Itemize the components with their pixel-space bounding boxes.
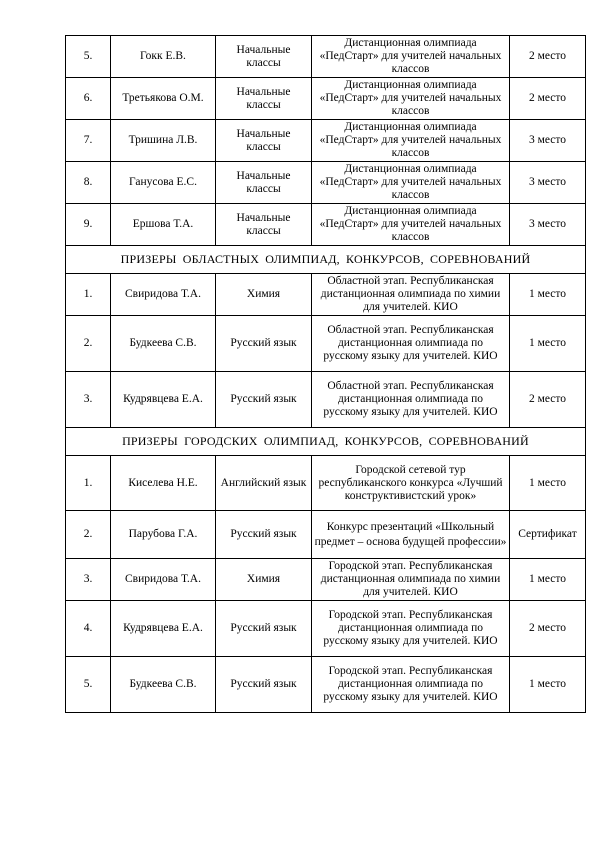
section-heading-row	[66, 246, 586, 274]
result: 1 место	[510, 559, 586, 601]
result: 2 место	[510, 372, 586, 428]
subject: Начальные классы	[216, 162, 312, 204]
row-number: 8.	[66, 162, 111, 204]
result: Сертификат	[510, 511, 586, 559]
teacher-name: Кудрявцева Е.А.	[111, 601, 216, 657]
section-heading-regional: ПРИЗЕРЫ ОБЛАСТНЫХ ОЛИМПИАД, КОНКУРСОВ, СОРЕВНОВАНИЙ	[66, 246, 586, 274]
subject: Начальные классы	[216, 120, 312, 162]
subject: Химия	[216, 559, 312, 601]
row-number: 1.	[66, 274, 111, 316]
subject: Русский язык	[216, 601, 312, 657]
teacher-name: Третьякова О.М.	[111, 78, 216, 120]
table-row	[66, 162, 586, 204]
teacher-name: Свиридова Т.А.	[111, 559, 216, 601]
result: 1 место	[510, 657, 586, 713]
teacher-name: Тришина Л.В.	[111, 120, 216, 162]
subject: Русский язык	[216, 511, 312, 559]
table-row	[66, 316, 586, 372]
event: Дистанционная олимпиада «ПедСтарт» для учителей начальных классов	[312, 162, 510, 204]
row-number: 7.	[66, 120, 111, 162]
event: Дистанционная олимпиада «ПедСтарт» для учителей начальных классов	[312, 204, 510, 246]
teacher-name: Гокк Е.В.	[111, 36, 216, 78]
event: Дистанционная олимпиада «ПедСтарт» для учителей начальных классов	[312, 78, 510, 120]
row-number: 4.	[66, 601, 111, 657]
event: Городской этап. Республиканская дистанционная олимпиада по русскому языку для учителей. КИО	[312, 657, 510, 713]
subject: Начальные классы	[216, 36, 312, 78]
table-row	[66, 36, 586, 78]
row-number: 5.	[66, 657, 111, 713]
event: Дистанционная олимпиада «ПедСтарт» для учителей начальных классов	[312, 120, 510, 162]
teacher-name: Ганусова Е.С.	[111, 162, 216, 204]
event: Конкурс презентаций «Школьный предмет – основа будущей профессии»	[312, 511, 510, 559]
row-number: 1.	[66, 456, 111, 511]
row-number: 9.	[66, 204, 111, 246]
result: 2 место	[510, 78, 586, 120]
section-heading-row	[66, 428, 586, 456]
event: Областной этап. Республиканская дистанционная олимпиада по русскому языку для учителей. КИО	[312, 316, 510, 372]
result: 3 место	[510, 204, 586, 246]
subject: Химия	[216, 274, 312, 316]
subject: Начальные классы	[216, 78, 312, 120]
result: 2 место	[510, 601, 586, 657]
table-row	[66, 511, 586, 559]
table-row	[66, 559, 586, 601]
table-row	[66, 601, 586, 657]
teacher-name: Свиридова Т.А.	[111, 274, 216, 316]
event: Дистанционная олимпиада «ПедСтарт» для учителей начальных классов	[312, 36, 510, 78]
subject: Русский язык	[216, 657, 312, 713]
row-number: 3.	[66, 372, 111, 428]
section-heading-city: ПРИЗЕРЫ ГОРОДСКИХ ОЛИМПИАД, КОНКУРСОВ, СОРЕВНОВАНИЙ	[66, 428, 586, 456]
teacher-name: Киселева Н.Е.	[111, 456, 216, 511]
row-number: 2.	[66, 511, 111, 559]
row-number: 5.	[66, 36, 111, 78]
teacher-name: Будкеева С.В.	[111, 316, 216, 372]
teacher-name: Ершова Т.А.	[111, 204, 216, 246]
row-number: 2.	[66, 316, 111, 372]
awards-table	[65, 35, 586, 713]
event: Городской этап. Республиканская дистанционная олимпиада по химии для учителей. КИО	[312, 559, 510, 601]
table-row	[66, 372, 586, 428]
table-row	[66, 204, 586, 246]
table-row	[66, 456, 586, 511]
teacher-name: Кудрявцева Е.А.	[111, 372, 216, 428]
event: Областной этап. Республиканская дистанционная олимпиада по русскому языку для учителей. КИО	[312, 372, 510, 428]
event: Городской этап. Республиканская дистанционная олимпиада по русскому языку для учителей. КИО	[312, 601, 510, 657]
table-row	[66, 78, 586, 120]
event: Областной этап. Республиканская дистанционная олимпиада по химии для учителей. КИО	[312, 274, 510, 316]
row-number: 6.	[66, 78, 111, 120]
result: 2 место	[510, 36, 586, 78]
result: 3 место	[510, 162, 586, 204]
teacher-name: Парубова Г.А.	[111, 511, 216, 559]
event: Городской сетевой тур республиканского конкурса «Лучший конструктивистский урок»	[312, 456, 510, 511]
table-row	[66, 657, 586, 713]
subject: Начальные классы	[216, 204, 312, 246]
row-number: 3.	[66, 559, 111, 601]
subject: Русский язык	[216, 316, 312, 372]
table-row	[66, 274, 586, 316]
result: 1 место	[510, 456, 586, 511]
subject: Русский язык	[216, 372, 312, 428]
result: 3 место	[510, 120, 586, 162]
result: 1 место	[510, 274, 586, 316]
subject: Английский язык	[216, 456, 312, 511]
teacher-name: Будкеева С.В.	[111, 657, 216, 713]
table-row	[66, 120, 586, 162]
result: 1 место	[510, 316, 586, 372]
